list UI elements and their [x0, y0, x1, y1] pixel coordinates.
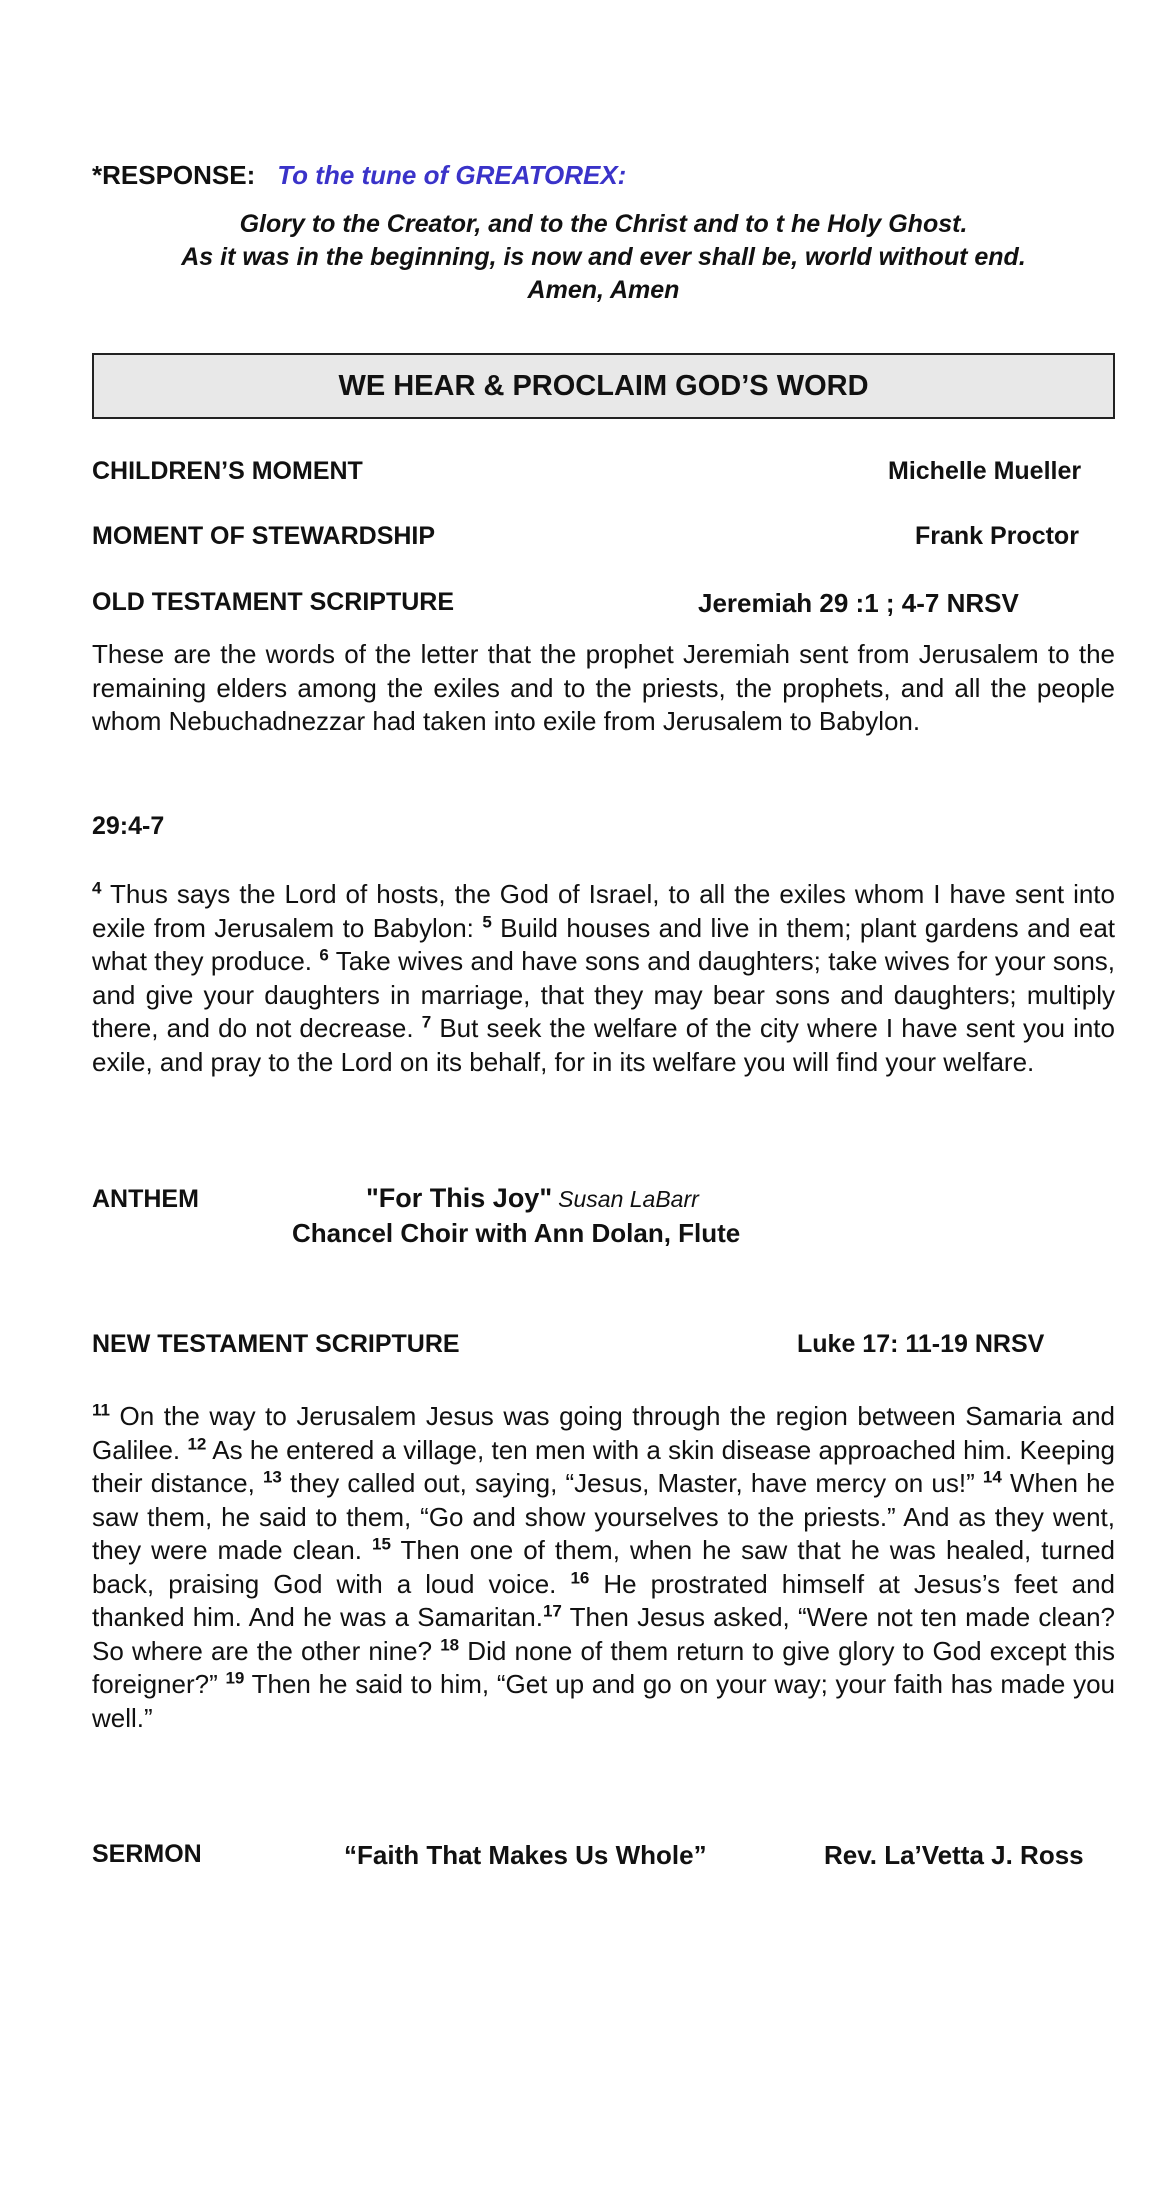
verse-text: He prostrated himself at Jesus’s feet and thanked him. And he was a Samaritan.: [92, 1568, 1115, 1632]
ot-scripture-row: [92, 588, 1115, 617]
stewardship-leader: Frank Proctor: [915, 522, 1079, 550]
nt-scripture-reference: Luke 17: 11-19 NRSV: [797, 1330, 1045, 1358]
verse-number: 5: [482, 911, 492, 931]
verse: [92, 1669, 1115, 1733]
gloria-line: Glory to the Creator, and to the Christ and to t he Holy Ghost.: [239, 210, 968, 238]
ot-scripture-reference: Jeremiah 29 :1 ; 4-7 NRSV: [698, 588, 1019, 618]
nt-verses-paragraph: [92, 1400, 1115, 1735]
verse-number: 7: [421, 1012, 432, 1032]
anthem-title-line: [366, 1183, 699, 1214]
verse-text: Did none of them return to give glory to God except this foreigner?”: [92, 1635, 1115, 1699]
ot-intro-paragraph: These are the words of the letter that the prophet Jeremiah sent from Jerusalem to the remaining elders among the exiles and to the priests, the prophets, and all the people whom Nebuchadnezzar had taken into exile from Jerusalem to Babylon.: [92, 639, 1115, 736]
sermon-row: [92, 1840, 1115, 1869]
verse-text: Thus says the Lord of hosts, the God of Israel, to all the exiles whom I have sent into exile from Jerusalem to Babylon:: [92, 879, 1115, 943]
gloria-patri-text: [92, 208, 1115, 307]
verse-number: 14: [982, 1467, 1002, 1487]
verse: [263, 1468, 983, 1498]
verse-number: 17: [542, 1601, 562, 1621]
verse-number: 11: [92, 1400, 110, 1420]
verse-text: they called out, saying, “Jesus, Master, have mercy on us!”: [281, 1468, 983, 1498]
verse-text: As he entered a village, ten men with a skin disease approached him. Keeping their distance,: [92, 1434, 1115, 1498]
verse-text: Take wives and have sons and daughters; take wives for your sons, and give your daughters in marriage, that they may bear sons and daughters; multiply there, and do not decrease.: [92, 946, 1116, 1043]
verse-text: Then one of them, when he saw that he was healed, turned back, praising God with a loud voice.: [92, 1535, 1116, 1599]
response-label: *RESPONSE:: [92, 160, 256, 190]
anthem-performers: Chancel Choir with Ann Dolan, Flute: [292, 1218, 741, 1248]
verse-text: Then he said to him, “Get up and go on your way; your faith has made you well.”: [92, 1669, 1115, 1733]
nt-scripture-row: [92, 1330, 1115, 1359]
childrens-moment-label: CHILDREN’S MOMENT: [92, 457, 363, 485]
ot-scripture-label: OLD TESTAMENT SCRIPTURE: [92, 588, 455, 616]
verse-number: 19: [225, 1668, 245, 1688]
verse-text: When he saw them, he said to them, “Go and show yourselves to the priests.” And as they went, they were made clean.: [92, 1468, 1115, 1565]
stewardship-row: [92, 522, 1115, 551]
response-line: [92, 160, 626, 191]
verse-number: 4: [92, 878, 102, 898]
verse-number: 12: [187, 1433, 207, 1453]
verse-text: On the way to Jerusalem Jesus was going through the region between Samaria and Galilee.: [92, 1401, 1115, 1465]
sermon-title: “Faith That Makes Us Whole”: [344, 1840, 707, 1870]
response-tune: To the tune of GREATOREX:: [277, 160, 627, 190]
sermon-preacher: Rev. La’Vetta J. Ross: [824, 1840, 1084, 1870]
ot-verses-paragraph: [92, 878, 1115, 1079]
verse-number: 16: [570, 1567, 590, 1587]
childrens-moment-row: [92, 457, 1115, 486]
childrens-moment-leader: Michelle Mueller: [888, 457, 1082, 485]
verse-number: 6: [319, 945, 329, 965]
ot-subreference: 29:4-7: [92, 812, 165, 840]
anthem-title: "For This Joy": [366, 1183, 553, 1213]
gloria-line: Amen, Amen: [527, 276, 680, 304]
verse-number: 13: [262, 1467, 282, 1487]
anthem-label: ANTHEM: [92, 1185, 199, 1213]
verse-text: But seek the welfare of the city where I have sent you into exile, and pray to the Lord on its behalf, for in its welfare you will find your welfare.: [92, 1013, 1115, 1077]
section-heading: WE HEAR & PROCLAIM GOD’S WORD: [92, 353, 1115, 419]
stewardship-label: MOMENT OF STEWARDSHIP: [92, 522, 436, 550]
verse-number: 18: [440, 1634, 460, 1654]
gloria-line: As it was in the beginning, is now and ever shall be, world without end.: [181, 243, 1026, 271]
sermon-label: SERMON: [92, 1840, 202, 1868]
nt-scripture-label: NEW TESTAMENT SCRIPTURE: [92, 1330, 460, 1358]
anthem-composer: Susan LaBarr: [558, 1186, 699, 1212]
verse-text: Then Jesus asked, “Were not ten made clean? So where are the other nine?: [92, 1602, 1115, 1666]
verse-text: Build houses and live in them; plant gardens and eat what they produce.: [92, 912, 1116, 976]
verse-number: 15: [372, 1534, 391, 1554]
